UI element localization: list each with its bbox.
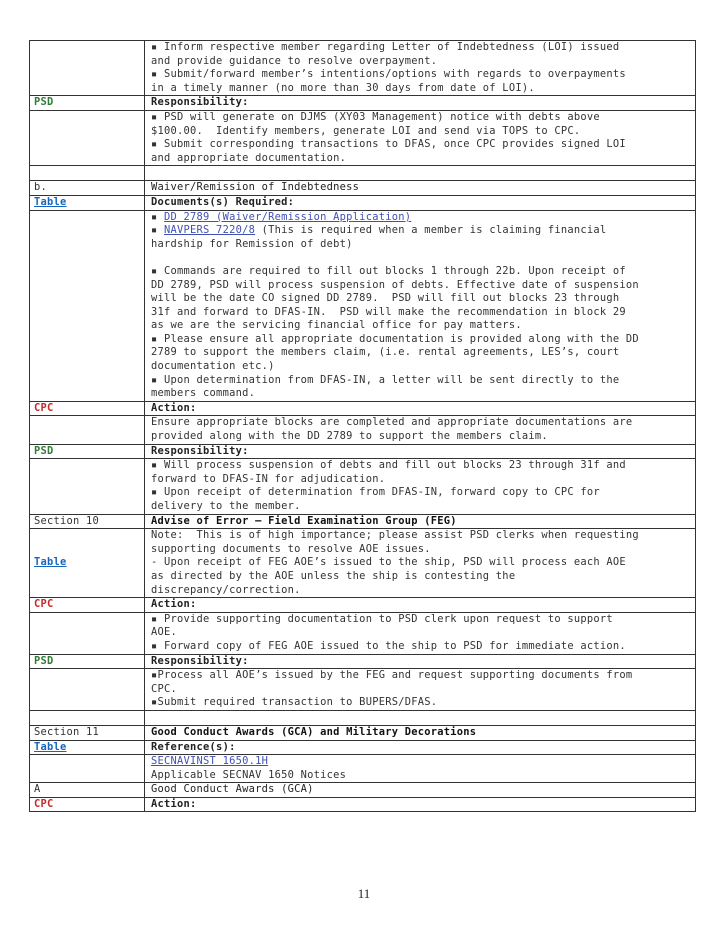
document-table: [29, 40, 696, 812]
row-label-section-10: Section 10: [30, 514, 145, 529]
table-row: [30, 669, 696, 711]
row-label-psd: PSD: [30, 654, 145, 669]
cpc-aoe-support-text: ▪ Provide supporting documentation to PSD clerk upon request to support AOE. ▪ Forward copy of FEG AOE issued to the ship to PSD for immediate action.: [145, 612, 696, 654]
row-label-table-link[interactable]: Table: [30, 529, 145, 598]
table-row: [30, 598, 696, 613]
navpers-link[interactable]: NAVPERS 7220/8: [164, 224, 256, 237]
cpc-ensure-blocks: Ensure appropriate blocks are completed and appropriate documentations are provided along with the DD 2789 to support the members claim.: [145, 416, 696, 444]
table-row: [30, 444, 696, 459]
documents-required-heading: Documents(s) Required:: [145, 195, 696, 210]
row-label-empty: [30, 210, 145, 401]
row-label-empty: [30, 41, 145, 96]
aoe-note-text: Note: This is of high importance; please assist PSD clerks when requesting supporting documents to resolve AOE issues. - Upon receipt of FEG AOE’s issued to the ship, PSD will process each AOE as directed by the AOE unless the ship is contesting the discrepancy/correction.: [145, 529, 696, 598]
table-row: [30, 181, 696, 196]
row-label-empty: [30, 669, 145, 711]
table-row: [30, 725, 696, 740]
table-row: [30, 41, 696, 96]
row-label-b: b.: [30, 181, 145, 196]
table-row: [30, 740, 696, 755]
references-body: [145, 755, 696, 783]
row-label-table-link[interactable]: Table: [30, 740, 145, 755]
responsibility-heading: Responsibility:: [145, 444, 696, 459]
table-row: [30, 783, 696, 798]
row-label-section-11: Section 11: [30, 725, 145, 740]
psd-aoe-process-text: ▪Process all AOE’s issued by the FEG and request supporting documents from CPC. ▪Submit required transaction to BUPERS/DFAS.: [145, 669, 696, 711]
row-label-empty: [30, 459, 145, 514]
table-row: [30, 514, 696, 529]
section-title-gca: Good Conduct Awards (GCA) and Military Decorations: [145, 725, 696, 740]
psd-generate-notice: ▪ PSD will generate on DJMS (XY03 Management) notice with debts above $100.00. Identify members, generate LOI and send via TOPS to CPC. ▪ Submit corresponding transactions to DFAS, once CPC provides signed LOI and appropriate documentation.: [145, 110, 696, 165]
responsibility-heading: Responsibility:: [145, 96, 696, 111]
page-number: 11: [357, 886, 371, 901]
row-label-table-link[interactable]: Table: [30, 195, 145, 210]
table-row: [30, 110, 696, 165]
table-row: [30, 195, 696, 210]
psd-suspension-text: ▪ Will process suspension of debts and fill out blocks 23 through 31f and forward to DFAS-IN for adjudication. ▪ Upon receipt of determination from DFAS-IN, forward copy to CPC for delivery to the member.: [145, 459, 696, 514]
waiver-process-text: ▪ Commands are required to fill out blocks 1 through 22b. Upon receipt of DD 2789, PSD will process suspension of debts. Effective date of suspension will be the date CO signed DD 2789. PSD will fill out blocks 23 through 31f and forward to DFAS-IN. PSD will make the recommendation in block 29 as we are the servicing financial office for pay matters. ▪ Please ensure all appropriate documentation is provided along with the DD 2789 to support the members claim, (i.e. rental agreements, LES’s, court documentation etc.) ▪ Upon determination from DFAS-IN, a letter will be sent directly to the members command.: [151, 264, 639, 400]
row-label-psd: PSD: [30, 444, 145, 459]
table-row: [30, 755, 696, 783]
references-heading: Reference(s):: [145, 740, 696, 755]
section-title-gca-sub: Good Conduct Awards (GCA): [145, 783, 696, 798]
secnav-notices-text: Applicable SECNAV 1650 Notices: [151, 768, 347, 781]
dd2789-link[interactable]: DD 2789 (Waiver/Remission Application): [164, 210, 412, 223]
bullet-glyph: ▪: [151, 224, 165, 237]
row-label-empty: [30, 755, 145, 783]
row-label-a: A: [30, 783, 145, 798]
table-row: [30, 416, 696, 444]
action-heading: Action:: [145, 797, 696, 812]
table-row: [30, 529, 696, 598]
row-label-empty: [30, 416, 145, 444]
bullet-glyph: ▪: [151, 210, 165, 223]
table-row: [30, 797, 696, 812]
table-row-spacer: [30, 710, 696, 725]
table-row: [30, 459, 696, 514]
table-row: [30, 612, 696, 654]
table-row: [30, 654, 696, 669]
action-heading: Action:: [145, 401, 696, 416]
row-label-empty: [30, 612, 145, 654]
row-label-empty: [30, 110, 145, 165]
table-row: [30, 210, 696, 401]
row-label-psd: PSD: [30, 96, 145, 111]
table-row: [30, 401, 696, 416]
action-heading: Action:: [145, 598, 696, 613]
waiver-documents-body: [145, 210, 696, 401]
section-title-aoe: Advise of Error – Field Examination Group (FEG): [145, 514, 696, 529]
loi-instructions: ▪ Inform respective member regarding Letter of Indebtedness (LOI) issued and provide guidance to resolve overpayment. ▪ Submit/forward member’s intentions/options with regards to overpayments in a timely manner (no more than 30 days from date of LOI).: [145, 41, 696, 96]
navpers-note: (This is required when a member is claiming financial hardship for Remission of debt): [151, 224, 607, 250]
secnavinst-link[interactable]: SECNAVINST 1650.1H: [151, 755, 269, 768]
table-row-spacer: [30, 166, 696, 181]
responsibility-heading: Responsibility:: [145, 654, 696, 669]
row-label-cpc: CPC: [30, 797, 145, 812]
row-label-cpc: CPC: [30, 598, 145, 613]
row-label-cpc: CPC: [30, 401, 145, 416]
table-row: [30, 96, 696, 111]
section-title-waiver: Waiver/Remission of Indebtedness: [145, 181, 696, 196]
